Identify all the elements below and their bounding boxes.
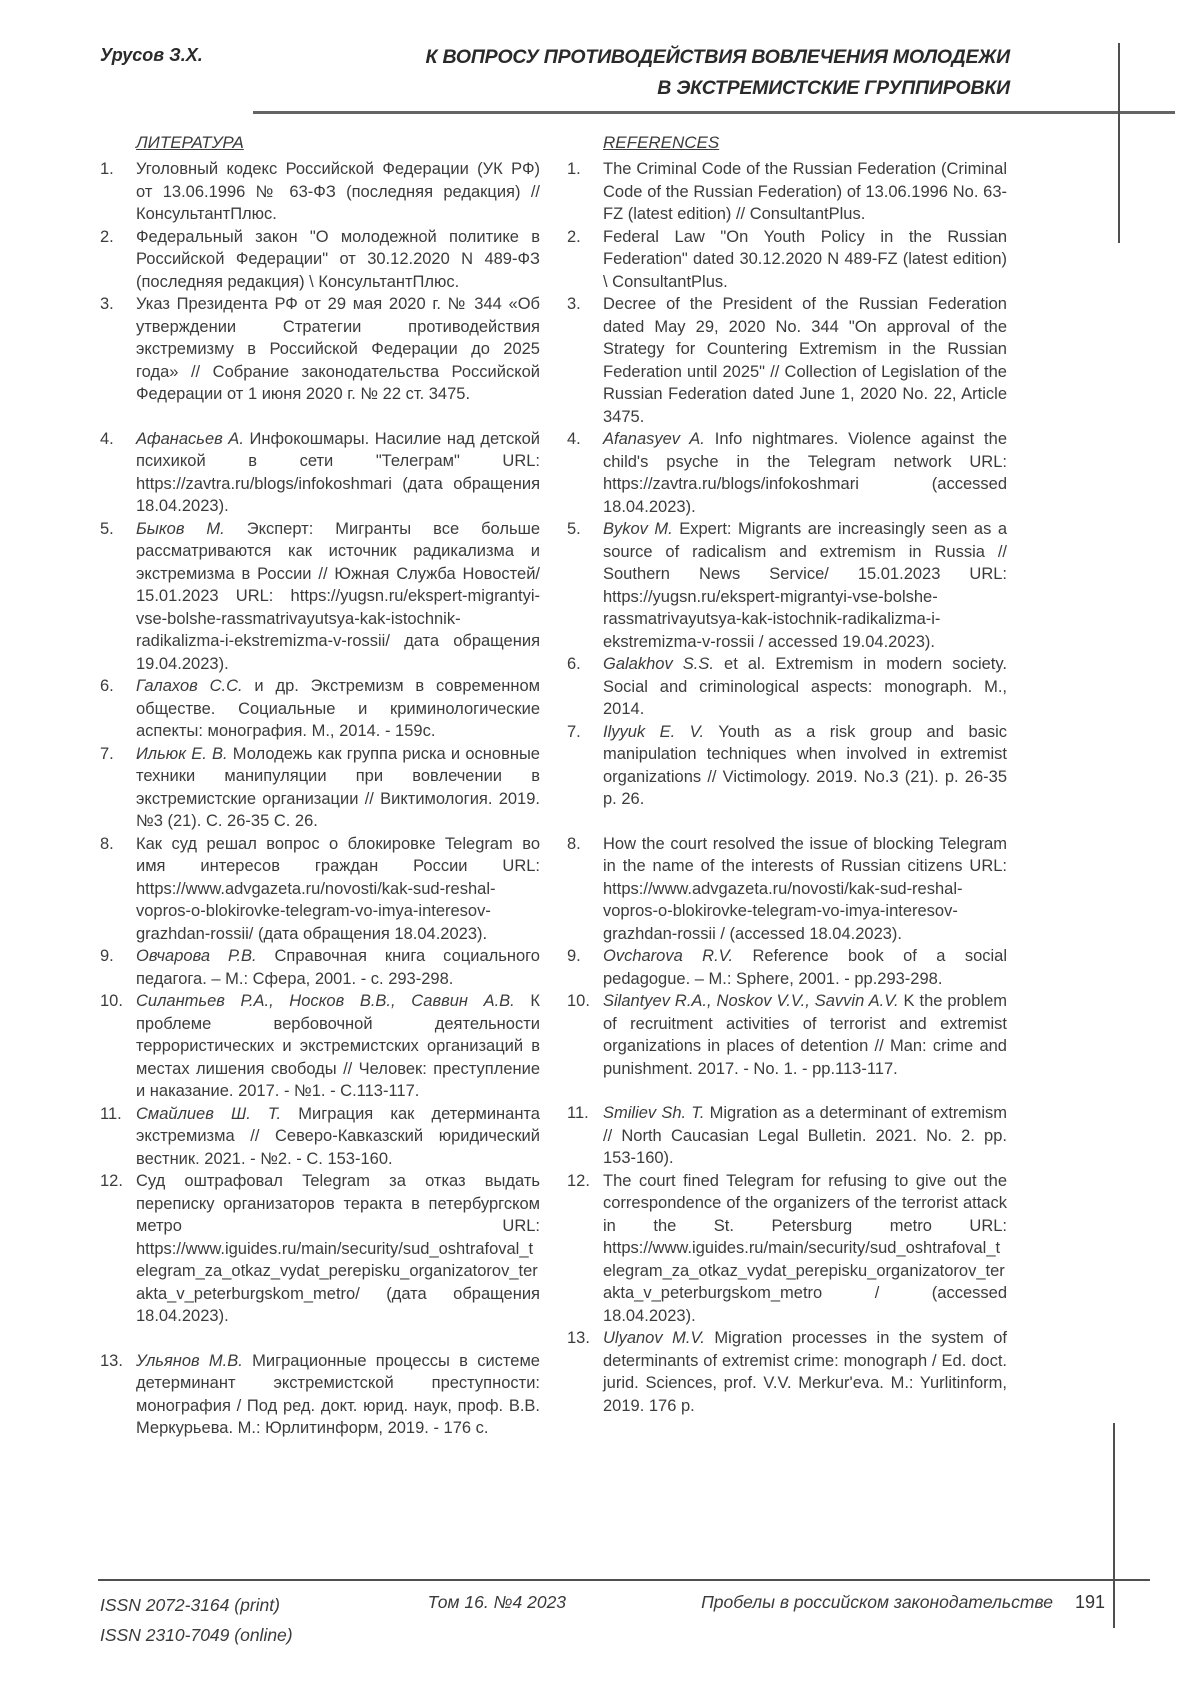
item-author: Ильюк Е. В. — [136, 744, 228, 763]
item-text: Info nightmares. Violence against the child's psyche in the Telegram network URL: https://zavtra.ru/blogs/infokoshmari (accessed 18.04.2023). — [603, 430, 1007, 516]
item-text: Эксперт: Мигранты все больше рассматриваются как источник радикализма и экстремизма в России // Южная Служба Новостей/ 15.01.2023 URL: https://yugsn.ru/ekspert-migrantyi-vse-bolshe-rassmatrivayutsya-kak-istochnik-radikalizma-i-ekstremizma-v-rossii/ дата обращения 19.04.2023). — [136, 519, 540, 673]
reference-item — [100, 675, 540, 743]
issn-online: ISSN 2310-7049 (online) — [100, 1625, 293, 1645]
issn-block — [100, 1590, 293, 1650]
item-number: 6. — [567, 655, 581, 673]
reference-item — [100, 293, 540, 406]
item-author: Ovcharova R.V. — [603, 947, 734, 965]
running-title-line-2: В ЭКСТРЕМИСТСКИЕ ГРУППИРОВКИ — [657, 77, 1010, 99]
reference-item — [567, 1170, 1007, 1328]
item-text: Decree of the President of the Russian Federation dated May 29, 2020 No. 344 "On approval of the Strategy for Countering Extremism in the Russian Federation until 2025" // Collection of Legislation of the Russian Federation dated June 1, 2020 No. 22, Article 3475. — [603, 295, 1007, 426]
item-text: How the court resolved the issue of blocking Telegram in the name of the interests of Russian citizens URL: https://www.advgazeta.ru/novosti/kak-sud-reshal-vopros-o-blokirovke-telegram-vo-imya-interesov-grazhdan-rossii / (accessed 18.04.2023). — [603, 834, 1007, 943]
item-author: Афанасьев А. — [136, 429, 244, 448]
running-author: Урусов З.Х. — [100, 45, 203, 65]
item-text: Federal Law "On Youth Policy in the Russian Federation" dated 30.12.2020 N 489-FZ (latest edition) \ ConsultantPlus. — [603, 227, 1007, 291]
reference-item — [567, 158, 1007, 226]
reference-item — [100, 945, 540, 990]
item-number: 10. — [567, 992, 590, 1010]
volume-info: Том 16. №4 2023 — [427, 1592, 567, 1612]
item-text: Migration as a determinant of extremism // North Caucasian Legal Bulletin. 2021. No. 2. pp. 153-160). — [603, 1104, 1007, 1167]
page-header — [100, 42, 1010, 104]
item-number: 2. — [567, 227, 581, 246]
literature-heading: ЛИТЕРАТУРА — [136, 133, 244, 152]
reference-item — [567, 428, 1007, 518]
page-number: 191 — [1074, 1592, 1105, 1612]
reference-item — [567, 833, 1007, 946]
item-text: Суд оштрафовал Telegram за отказ выдать переписку организаторов теракта в петербургском метро URL: https://www.iguides.ru/main/security/sud_oshtrafoval_telegram_za_otkaz_vydat_perepisku_organizatorov_terakta_v_peterburgskom_metro/ (дата обращения 18.04.2023). — [136, 1172, 540, 1325]
references-heading: REFERENCES — [603, 133, 720, 152]
item-author: Ilyyuk E. V. — [603, 722, 705, 741]
item-text: Migration processes in the system of determinants of extremist crime: monograph / Ed. doct. jurid. Sciences, prof. V.V. Merkur'eva. M.: Yurlitinform, 2019. 176 p. — [603, 1329, 1007, 1415]
item-text: et al. Extremism in modern society. Social and criminological aspects: monograph. M., 2014. — [603, 655, 1007, 718]
item-author: Smiliev Sh. T. — [603, 1104, 705, 1122]
item-author: Галахов С.С. — [136, 677, 243, 695]
item-author: Ulyanov M.V. — [603, 1329, 705, 1347]
issn-print: ISSN 2072-3164 (print) — [100, 1595, 280, 1615]
item-author: Ульянов М.В. — [136, 1351, 243, 1370]
item-number: 13. — [100, 1351, 123, 1370]
reference-item — [100, 743, 540, 833]
item-text: Молодежь как группа риска и основные техники манипуляции при вовлечении в экстремистские организации // Виктимология. 2019. №3 (21). С. 26-35 С. 26. — [136, 744, 540, 830]
item-number: 6. — [100, 677, 114, 695]
item-number: 12. — [100, 1172, 123, 1190]
item-number: 3. — [100, 295, 114, 313]
reference-item — [567, 990, 1007, 1080]
footer-rule — [98, 1579, 1150, 1581]
reference-item — [567, 1327, 1007, 1417]
item-number: 5. — [100, 519, 114, 538]
item-author: Смайлиев Ш. Т. — [136, 1104, 282, 1123]
reference-item — [100, 158, 540, 226]
item-number: 8. — [100, 834, 114, 853]
reference-item — [100, 1170, 540, 1328]
item-text: Expert: Migrants are increasingly seen as a source of radicalism and extremism in Russia // Southern News Service/ 15.01.2023 URL: https://yugsn.ru/ekspert-migrantyi-vse-bolshe-rassmatrivayutsya-kak-istochnik-radikalizma-i-ekstremizma-v-rossii / accessed 19.04.2023). — [603, 520, 1007, 651]
item-text: Как суд решал вопрос о блокировке Telegram во имя интересов граждан России URL: https://www.advgazeta.ru/novosti/kak-sud-reshal-vopros-o-blokirovke-telegram-vo-imya-interesov-grazhdan-rossii/ (дата обращения 18.04.2023). — [136, 834, 540, 943]
item-number: 12. — [567, 1171, 590, 1190]
reference-item — [100, 1103, 540, 1171]
item-text: Reference book of a social pedagogue. – M.: Sphere, 2001. - pp.293-298. — [603, 947, 1008, 988]
reference-item — [567, 1102, 1007, 1170]
item-text: Инфокошмары. Насилие над детской психикой в сети "Телеграм" URL: https://zavtra.ru/blogs/infokoshmari (дата обращения 18.04.2023). — [136, 429, 540, 515]
item-text: Указ Президента РФ от 29 мая 2020 г. № 344 «Об утверждении Стратегии противодействия экстремизму в Российской Федерации до 2025 года» // Собрание законодательства Российской Федерации от 1 июня 2020 г. № 22 ст. 3475. — [136, 295, 540, 403]
bottom-right-vertical-rule — [1113, 1423, 1115, 1628]
item-number: 1. — [567, 160, 581, 178]
item-author: Bykov M. — [603, 520, 673, 538]
item-number: 13. — [567, 1329, 590, 1347]
reference-item — [100, 226, 540, 294]
item-author: Afanasyev A. — [603, 430, 705, 448]
item-text: Миграционные процессы в системе детерминант экстремистской преступности: монография / Под ред. докт. юрид. наук, проф. В.В. Меркурьева. М.: Юрлитинформ, 2019. - 176 с. — [136, 1351, 540, 1437]
references-column — [567, 131, 1007, 1440]
reference-item — [100, 1350, 540, 1440]
item-text: и др. Экстремизм в современном обществе. Социальные и криминологические аспекты: монография. М., 2014. - 159с. — [136, 677, 540, 740]
item-number: 10. — [100, 992, 123, 1010]
item-number: 4. — [567, 430, 581, 448]
reference-item — [100, 833, 540, 946]
reference-item — [567, 226, 1007, 294]
journal-block — [701, 1590, 1105, 1613]
reference-item — [100, 428, 540, 518]
item-number: 11. — [100, 1104, 122, 1123]
page-footer — [100, 1590, 1105, 1650]
item-number: 3. — [567, 295, 581, 313]
item-text: The court fined Telegram for refusing to give out the correspondence of the organizers of the terrorist attack in the St. Petersburg metro URL: https://www.iguides.ru/main/security/sud_oshtrafoval_telegram_za_otkaz_vydat_perepisku_organizatorov_terakta_v_peterburgskom_metro / (accessed 18.04.2023). — [603, 1171, 1007, 1325]
item-text: Федеральный закон "О молодежной политике в Российской Федерации" от 30.12.2020 N 489-ФЗ (последняя редакция) \ КонсультантПлюс. — [136, 227, 540, 291]
reference-item — [567, 721, 1007, 811]
reference-item — [567, 653, 1007, 721]
journal-name: Пробелы в российском законодательстве — [701, 1592, 1053, 1612]
item-text: К проблеме вербовочной деятельности террористических и экстремистских организаций в местах лишения свободы // Человек: преступление и наказание. 2017. - №1. - С.113-117. — [136, 992, 540, 1100]
literature-column — [100, 131, 540, 1440]
item-text: Youth as a risk group and basic manipulation techniques when involved in extremist organizations // Victimology. 2019. No.3 (21). p. 26-35 p. 26. — [603, 722, 1007, 808]
header-rule — [253, 111, 1175, 114]
item-text: K the problem of recruitment activities of terrorist and extremist organizations in places of detention // Man: crime and punishment. 2017. - No. 1. - pp.113-117. — [603, 992, 1007, 1078]
reference-item — [567, 518, 1007, 653]
item-number: 9. — [100, 947, 114, 965]
item-number: 7. — [100, 744, 114, 763]
item-number: 1. — [100, 160, 114, 178]
top-right-vertical-rule — [1118, 43, 1120, 243]
reference-item — [100, 518, 540, 676]
running-title-line-1: К ВОПРОСУ ПРОТИВОДЕЙСТВИЯ ВОВЛЕЧЕНИЯ МОЛОДЕЖИ — [425, 46, 1010, 68]
item-number: 2. — [100, 227, 114, 246]
item-number: 5. — [567, 520, 581, 538]
item-author: Быков М. — [136, 519, 225, 538]
item-number: 11. — [567, 1104, 589, 1122]
item-text: Справочная книга социального педагога. – М.: Сфера, 2001. - с. 293-298. — [136, 947, 540, 988]
item-number: 7. — [567, 722, 581, 741]
item-author: Galakhov S.S. — [603, 655, 714, 673]
item-text: Уголовный кодекс Российской Федерации (УК РФ) от 13.06.1996 № 63-ФЗ (последняя редакция) // КонсультантПлюс. — [136, 160, 540, 223]
item-author: Овчарова Р.В. — [136, 947, 257, 965]
item-number: 8. — [567, 834, 581, 853]
reference-columns — [100, 131, 1007, 1440]
item-author: Силантьев Р.А., Носков В.В., Саввин А.В. — [136, 992, 515, 1010]
reference-item — [567, 293, 1007, 428]
running-title — [425, 42, 1010, 104]
item-text: Миграция как детерминанта экстремизма // Северо-Кавказский юридический вестник. 2021. - №2. - С. 153-160. — [136, 1104, 540, 1168]
item-number: 9. — [567, 947, 581, 965]
reference-item — [100, 990, 540, 1103]
item-author: Silantyev R.A., Noskov V.V., Savvin A.V. — [603, 992, 899, 1010]
item-text: The Criminal Code of the Russian Federation (Criminal Code of the Russian Federation) of 13.06.1996 No. 63-FZ (latest edition) // ConsultantPlus. — [603, 160, 1007, 223]
item-number: 4. — [100, 429, 114, 448]
reference-item — [567, 945, 1007, 990]
